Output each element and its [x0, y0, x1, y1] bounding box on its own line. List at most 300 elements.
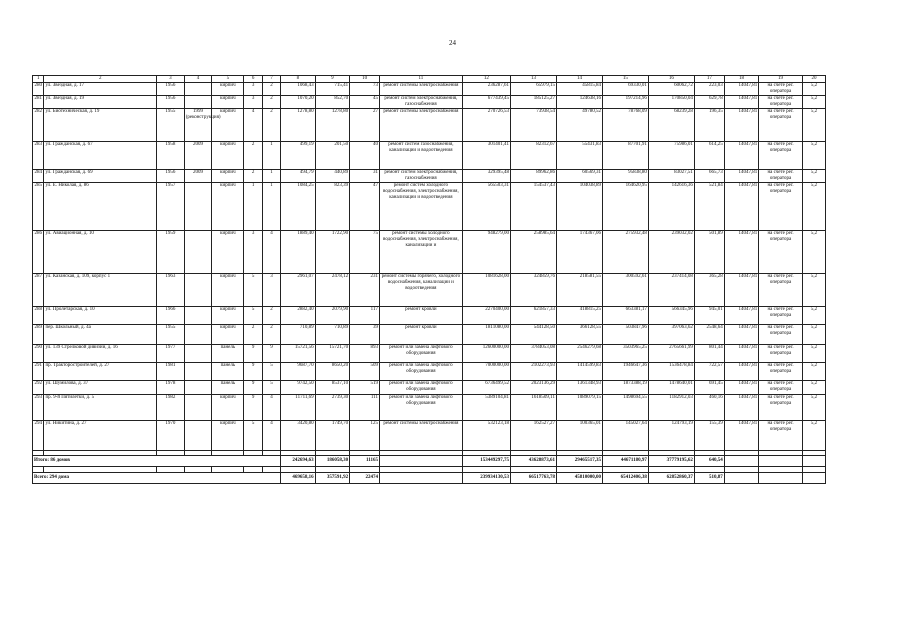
entrances-cell: 2	[262, 83, 280, 96]
residential-area-cell: 852,70	[315, 96, 349, 109]
fund-method-cell: на счете рег. оператора	[759, 109, 803, 142]
total-area-cell: 3420,80	[281, 421, 315, 451]
fund-method-cell: на счете рег. оператора	[759, 381, 803, 395]
contribution-cell: 5,2	[802, 363, 825, 381]
total-area-cell: 1084,25	[281, 183, 315, 231]
column-number-13: 13	[511, 76, 557, 83]
year-reconstruction-cell	[184, 183, 212, 231]
total-area-cell: 710,89	[281, 325, 315, 345]
limit-cost-cell: 14047,81	[724, 381, 758, 395]
local-funds-cell: 87701,91	[602, 142, 648, 170]
table-row	[33, 96, 826, 109]
total-c12-cell: 239934130,53	[462, 473, 510, 484]
empty-cell	[759, 456, 803, 467]
regional-funds-cell: 174367,06	[556, 231, 602, 274]
column-number-3: 3	[157, 76, 185, 83]
regional-funds-cell: 366128,55	[556, 325, 602, 345]
total-cost-cell: 270726,53	[462, 109, 510, 142]
wall-material-cell: кирпич	[212, 274, 244, 307]
work-type-cell: ремонт или замена лифтового оборудования	[380, 381, 463, 395]
floors-cell: 9	[244, 395, 262, 421]
total-cost-cell: 532123,18	[462, 421, 510, 451]
column-number-12: 12	[462, 76, 510, 83]
total-area-cell: 1070,20	[281, 96, 315, 109]
row-number-cell: 293	[33, 395, 44, 421]
residential-area-cell: 710,89	[315, 325, 349, 345]
unit-cost-cell: 629,78	[694, 96, 724, 109]
row-number-cell: 282	[33, 109, 44, 142]
owner-funds-cell: 237414,08	[648, 274, 694, 307]
regional-funds-cell: 218581,55	[556, 274, 602, 307]
owner-funds-cell: 170850,04	[648, 96, 694, 109]
year-built-cell: 1981	[157, 363, 185, 381]
regional-funds-cell: 1414599,83	[556, 363, 602, 381]
total-cost-cell: 6736499,52	[462, 381, 510, 395]
wall-material-cell: кирпич	[212, 170, 244, 183]
limit-cost-cell: 14047,81	[724, 307, 758, 325]
work-type-cell: ремонт или замена лифтового оборудования	[380, 363, 463, 381]
table-row	[33, 170, 826, 183]
total-cost-cell: 677439,45	[462, 96, 510, 109]
limit-cost-cell: 14047,81	[724, 274, 758, 307]
floors-cell: 9	[244, 363, 262, 381]
empty-cell	[802, 473, 825, 484]
year-reconstruction-cell	[184, 274, 212, 307]
repair-register-table	[32, 75, 826, 484]
federal-funds-cell: 89962,86	[511, 170, 557, 183]
limit-cost-cell: 14047,81	[724, 96, 758, 109]
year-built-cell: 1956	[157, 96, 185, 109]
total-area-cell: 242694,63	[281, 456, 315, 467]
row-number-cell: 290	[33, 345, 44, 363]
limit-cost-cell: 14047,81	[724, 83, 758, 96]
year-built-cell: 1982	[157, 395, 185, 421]
unit-cost-cell: 945,01	[694, 307, 724, 325]
table-row	[33, 395, 826, 421]
total-c16-cell: 62852860,37	[648, 473, 694, 484]
owner-funds-cell: 566345,96	[648, 307, 694, 325]
contribution-cell: 5,2	[802, 96, 825, 109]
unit-cost-cell: 665,73	[694, 170, 724, 183]
wall-material-cell: кирпич	[212, 307, 244, 325]
wall-material-cell: кирпич	[212, 96, 244, 109]
total-residential-area-cell: 186058,30	[315, 456, 349, 467]
federal-funds-cell: 544128,50	[511, 325, 557, 345]
year-reconstruction-cell	[184, 345, 212, 363]
empty-cell	[724, 456, 758, 467]
regional-funds-cell: 55431,83	[556, 142, 602, 170]
total-c17-cell: 640,54	[694, 456, 724, 467]
total-area-cell: 9742,50	[281, 381, 315, 395]
local-funds-cell: 663381,17	[602, 307, 648, 325]
floors-cell: 4	[244, 109, 262, 142]
entrances-cell: 1	[262, 183, 280, 231]
column-number-8: 8	[281, 76, 315, 83]
column-number-1: 1	[33, 76, 44, 83]
subtotal-row	[33, 456, 826, 467]
total-c13-cell: 66517763,78	[511, 473, 557, 484]
column-number-row	[33, 76, 826, 83]
floors-cell: 3	[244, 231, 262, 274]
year-built-cell: 1970	[157, 421, 185, 451]
federal-funds-cell: 82312,67	[511, 142, 557, 170]
year-reconstruction-cell	[184, 363, 212, 381]
local-funds-cell: 78768,09	[602, 109, 648, 142]
floors-cell: 3	[244, 96, 262, 109]
row-number-cell: 284	[33, 170, 44, 183]
total-cost-cell: 329395,48	[462, 170, 510, 183]
address-cell: ул. Е. Николая, д. 86	[44, 183, 157, 231]
residents-cell: 231	[350, 274, 380, 307]
column-number-9: 9	[315, 76, 349, 83]
entrances-cell: 2	[262, 307, 280, 325]
floors-cell: 2	[244, 170, 262, 183]
wall-material-cell: панель	[212, 363, 244, 381]
unit-cost-cell: 691,45	[694, 381, 724, 395]
year-built-cell: 1956	[157, 83, 185, 96]
column-number-17: 17	[694, 76, 724, 83]
row-number-cell: 291	[33, 363, 44, 381]
local-funds-cell: 145027,64	[602, 421, 648, 451]
total-c14-cell: 45810000,00	[556, 473, 602, 484]
year-reconstruction-cell	[184, 231, 212, 274]
table-row	[33, 183, 826, 231]
year-reconstruction-cell	[184, 421, 212, 451]
work-type-cell: ремонт систем газоснабжения, канализации и водоотведения	[380, 142, 463, 170]
entrances-cell: 4	[262, 421, 280, 451]
entrances-cell: 5	[262, 363, 280, 381]
year-reconstruction-cell	[184, 83, 212, 96]
total-c17-cell: 510,87	[694, 473, 724, 484]
fund-method-cell: на счете рег. оператора	[759, 231, 803, 274]
address-cell: пер. Школьный, д. 4а	[44, 325, 157, 345]
owner-funds-cell: 142616,36	[648, 183, 694, 231]
total-residents-cell: 22474	[350, 473, 380, 484]
residential-area-cell: 715,41	[315, 83, 349, 96]
page-number: 24	[449, 39, 456, 47]
work-type-cell: ремонт кровли	[380, 325, 463, 345]
local-funds-cell: 197214,96	[602, 96, 648, 109]
address-cell: ул. Гражданская, д. 69	[44, 170, 157, 183]
table-row	[33, 231, 826, 274]
year-reconstruction-cell: 1999 (реконструкция)	[184, 109, 212, 142]
address-cell: пр. 9-й Пятилетки, д. 5	[44, 395, 157, 421]
federal-funds-cell: 154537,43	[511, 183, 557, 231]
address-cell: ул. Звездная, д. 17	[44, 83, 157, 96]
residents-cell: 40	[350, 142, 380, 170]
entrances-cell: 2	[262, 96, 280, 109]
contribution-cell: 5,2	[802, 307, 825, 325]
limit-cost-cell: 14047,81	[724, 170, 758, 183]
unit-cost-cell: 155,39	[694, 421, 724, 451]
total-area-cell: 11711,69	[281, 395, 315, 421]
local-funds-cell: 300592,61	[602, 274, 648, 307]
limit-cost-cell: 14047,81	[724, 231, 758, 274]
limit-cost-cell: 14047,81	[724, 363, 758, 381]
local-funds-cell: 95838,80	[602, 170, 648, 183]
column-number-7: 7	[262, 76, 280, 83]
wall-material-cell: панель	[212, 345, 244, 363]
total-cost-cell: 236287,61	[462, 83, 510, 96]
local-funds-cell: 1946647,36	[602, 363, 648, 381]
total-c14-cell: 29465517,35	[556, 456, 602, 467]
entrances-cell: 9	[262, 345, 280, 363]
owner-funds-cell: 1182912,03	[648, 395, 694, 421]
empty-cell	[802, 456, 825, 467]
contribution-cell: 5,2	[802, 345, 825, 363]
total-cost-cell: 565503,31	[462, 183, 510, 231]
column-number-19: 19	[759, 76, 803, 83]
total-area-cell: 9687,70	[281, 363, 315, 381]
wall-material-cell: кирпич	[212, 142, 244, 170]
address-cell: ул. Биотехническая, д. 19	[44, 109, 157, 142]
total-cost-cell: 12600000,00	[462, 345, 510, 363]
year-built-cell: 1956	[157, 170, 185, 183]
residents-cell: 47	[350, 183, 380, 231]
year-built-cell: 1955	[157, 325, 185, 345]
limit-cost-cell: 14047,81	[724, 142, 758, 170]
owner-funds-cell: 83027,51	[648, 170, 694, 183]
unit-cost-cell: 223,03	[694, 83, 724, 96]
year-built-cell: 1963	[157, 274, 185, 307]
residential-area-cell: 15721,70	[315, 345, 349, 363]
residents-cell: 39	[350, 325, 380, 345]
unit-cost-cell: 801,44	[694, 345, 724, 363]
limit-cost-cell: 14047,81	[724, 325, 758, 345]
residential-area-cell: 1749,70	[315, 421, 349, 451]
federal-funds-cell: 2023136,29	[511, 381, 557, 395]
local-funds-cell: 1498694,55	[602, 395, 648, 421]
address-cell: ул. Пролетарская, д. 10	[44, 307, 157, 325]
table-row	[33, 83, 826, 96]
empty-cell	[724, 473, 758, 484]
year-built-cell: 1978	[157, 381, 185, 395]
floors-cell: 5	[244, 421, 262, 451]
address-cell: пр. Тракторостроителей, д. 27	[44, 363, 157, 381]
column-number-11: 11	[380, 76, 463, 83]
address-cell: ул. Гражданская, д. 67	[44, 142, 157, 170]
unit-cost-cell: 196,35	[694, 109, 724, 142]
work-type-cell: ремонт системы электроснабжения	[380, 421, 463, 451]
residential-area-cell: 8650,20	[315, 363, 349, 381]
table-row	[33, 363, 826, 381]
entrances-cell: 1	[262, 170, 280, 183]
row-number-cell: 287	[33, 274, 44, 307]
entrances-cell: 5	[262, 381, 280, 395]
address-cell: ул. Звездная, д. 19	[44, 96, 157, 109]
wall-material-cell: кирпич	[212, 325, 244, 345]
address-cell: ул. Никитина, д. 27	[44, 421, 157, 451]
work-type-cell: ремонт системы электроснабжения	[380, 83, 463, 96]
year-reconstruction-cell	[184, 395, 212, 421]
residents-cell: 73	[350, 83, 380, 96]
address-cell: ул. Авиационная, д. 10	[44, 231, 157, 274]
wall-material-cell: кирпич	[212, 183, 244, 231]
year-built-cell: 1977	[157, 345, 185, 363]
residential-area-cell: 2079,90	[315, 307, 349, 325]
entrances-cell: 1	[262, 142, 280, 170]
table-row	[33, 381, 826, 395]
work-type-cell: ремонт или замена лифтового оборудования	[380, 345, 463, 363]
contribution-cell: 5,2	[802, 109, 825, 142]
floors-cell: 2	[244, 325, 262, 345]
year-reconstruction-cell	[184, 96, 212, 109]
federal-funds-cell: 324859,76	[511, 274, 557, 307]
fund-method-cell: на счете рег. оператора	[759, 395, 803, 421]
owner-funds-cell: 75986,01	[648, 142, 694, 170]
unit-cost-cell: 365,28	[694, 274, 724, 307]
fund-method-cell: на счете рег. оператора	[759, 325, 803, 345]
residents-cell: 117	[350, 307, 380, 325]
federal-funds-cell: 185125,27	[511, 96, 557, 109]
grand-total-row	[33, 473, 826, 484]
total-area-cell: 1889,40	[281, 231, 315, 274]
total-c16-cell: 37779195,62	[648, 456, 694, 467]
total-cost-cell: 5389104,81	[462, 395, 510, 421]
table-row	[33, 345, 826, 363]
contribution-cell: 5,2	[802, 183, 825, 231]
owner-funds-cell: 1478640,01	[648, 381, 694, 395]
fund-method-cell: на счете рег. оператора	[759, 421, 803, 451]
federal-funds-cell: 162527,27	[511, 421, 557, 451]
work-type-cell: ремонт системы электроснабжения	[380, 109, 463, 142]
fund-method-cell: на счете рег. оператора	[759, 307, 803, 325]
contribution-cell: 5,2	[802, 274, 825, 307]
federal-funds-cell: 621857,33	[511, 307, 557, 325]
address-cell: ул. Шумилова, д. 37	[44, 381, 157, 395]
regional-funds-cell: 124638,16	[556, 96, 602, 109]
address-cell: ул. 139 Стрелковой дивизии, д. 16	[44, 345, 157, 363]
residential-area-cell: 2478,12	[315, 274, 349, 307]
residents-cell: 509	[350, 363, 380, 381]
row-number-cell: 285	[33, 183, 44, 231]
total-area-cell: 2882,40	[281, 307, 315, 325]
fund-method-cell: на счете рег. оператора	[759, 274, 803, 307]
year-built-cell: 1966	[157, 307, 185, 325]
residents-cell: 27	[350, 109, 380, 142]
contribution-cell: 5,2	[802, 142, 825, 170]
regional-funds-cell: 1361348,93	[556, 381, 602, 395]
column-number-20: 20	[802, 76, 825, 83]
residential-area-cell: 823,39	[315, 183, 349, 231]
work-type-cell: ремонт системы горячего, холодного водоснабжения, канализации и водоотведения	[380, 274, 463, 307]
federal-funds-cell: 1618509,11	[511, 395, 557, 421]
regional-funds-cell: 104038,89	[556, 183, 602, 231]
contribution-cell: 5,2	[802, 421, 825, 451]
column-number-2: 2	[44, 76, 157, 83]
owner-funds-cell: 397063,62	[648, 325, 694, 345]
work-type-cell: ремонт систем электроснабжения, газоснабжения	[380, 96, 463, 109]
row-number-cell: 286	[33, 231, 44, 274]
residential-area-cell: 201,50	[315, 142, 349, 170]
wall-material-cell: кирпич	[212, 109, 244, 142]
floors-cell: 5	[244, 307, 262, 325]
total-label-cell: Всего: 294 дома	[33, 473, 281, 484]
federal-funds-cell: 3784053,08	[511, 345, 557, 363]
unit-cost-cell: 460,16	[694, 395, 724, 421]
contribution-cell: 5,2	[802, 325, 825, 345]
work-type-cell: ремонт кровли	[380, 307, 463, 325]
year-built-cell: 1959	[157, 231, 185, 274]
work-type-cell: ремонт или замена лифтового оборудования	[380, 395, 463, 421]
total-cost-cell: 7000000,00	[462, 363, 510, 381]
column-number-18: 18	[724, 76, 758, 83]
row-number-cell: 283	[33, 142, 44, 170]
table-row	[33, 421, 826, 451]
year-reconstruction-cell	[184, 325, 212, 345]
wall-material-cell: кирпич	[212, 395, 244, 421]
local-funds-cell: 3503965,25	[602, 345, 648, 363]
fund-method-cell: на счете рег. оператора	[759, 170, 803, 183]
residents-cell: 519	[350, 381, 380, 395]
entrances-cell: 4	[262, 395, 280, 421]
floors-cell: 5	[244, 274, 262, 307]
total-area-cell: 2961,07	[281, 274, 315, 307]
table-row	[33, 307, 826, 325]
column-number-10: 10	[350, 76, 380, 83]
federal-funds-cell: 65979,15	[511, 83, 557, 96]
entrances-cell: 2	[262, 109, 280, 142]
address-cell: ул. Казанская, д. 109, корпус 1	[44, 274, 157, 307]
residents-cell: 125	[350, 421, 380, 451]
row-number-cell: 292	[33, 381, 44, 395]
column-number-6: 6	[244, 76, 262, 83]
wall-material-cell: панель	[212, 381, 244, 395]
floors-cell: 2	[244, 142, 262, 170]
regional-funds-cell: 100365,01	[556, 421, 602, 451]
limit-cost-cell: 14047,81	[724, 345, 758, 363]
year-built-cell: 1955	[157, 109, 185, 142]
owner-funds-cell: 2765661,99	[648, 345, 694, 363]
floors-cell: 1	[244, 183, 262, 231]
floors-cell: 9	[244, 381, 262, 395]
total-c15-cell: 44671180,97	[602, 456, 648, 467]
local-funds-cell: 164620,95	[602, 183, 648, 231]
residential-area-cell: 1722,90	[315, 231, 349, 274]
year-built-cell: 1957	[157, 183, 185, 231]
unit-cost-cell: 614,25	[694, 142, 724, 170]
year-reconstruction-cell: 2009	[184, 170, 212, 183]
residential-area-cell: 2739,30	[315, 395, 349, 421]
owner-funds-cell: 239032,02	[648, 231, 694, 274]
table-body	[33, 76, 826, 484]
entrances-cell: 3	[262, 274, 280, 307]
row-number-cell: 281	[33, 96, 44, 109]
federal-funds-cell: 73938,54	[511, 109, 557, 142]
total-area-cell: 1068,43	[281, 83, 315, 96]
total-cost-cell: 948279,00	[462, 231, 510, 274]
work-type-cell: ремонт систем холодного водоснабжения, электроснабжения, канализации и водоотведения	[380, 183, 463, 231]
contribution-cell: 5,2	[802, 381, 825, 395]
total-area-cell: 1278,80	[281, 109, 315, 142]
wall-material-cell: кирпич	[212, 421, 244, 451]
total-cost-cell: 2270400,00	[462, 307, 510, 325]
fund-method-cell: на счете рег. оператора	[759, 96, 803, 109]
federal-funds-cell: 2102273,93	[511, 363, 557, 381]
local-funds-cell: 275932,48	[602, 231, 648, 274]
local-funds-cell: 1873388,19	[602, 381, 648, 395]
total-c15-cell: 65412406,38	[602, 473, 648, 484]
unit-cost-cell: 501,89	[694, 231, 724, 274]
residents-cell: 31	[350, 170, 380, 183]
local-funds-cell: 503847,96	[602, 325, 648, 345]
residential-area-cell: 8537,10	[315, 381, 349, 395]
total-residents-cell: 11165	[350, 456, 380, 467]
contribution-cell: 5,2	[802, 231, 825, 274]
table-row	[33, 325, 826, 345]
contribution-cell: 5,2	[802, 170, 825, 183]
column-number-4: 4	[184, 76, 212, 83]
